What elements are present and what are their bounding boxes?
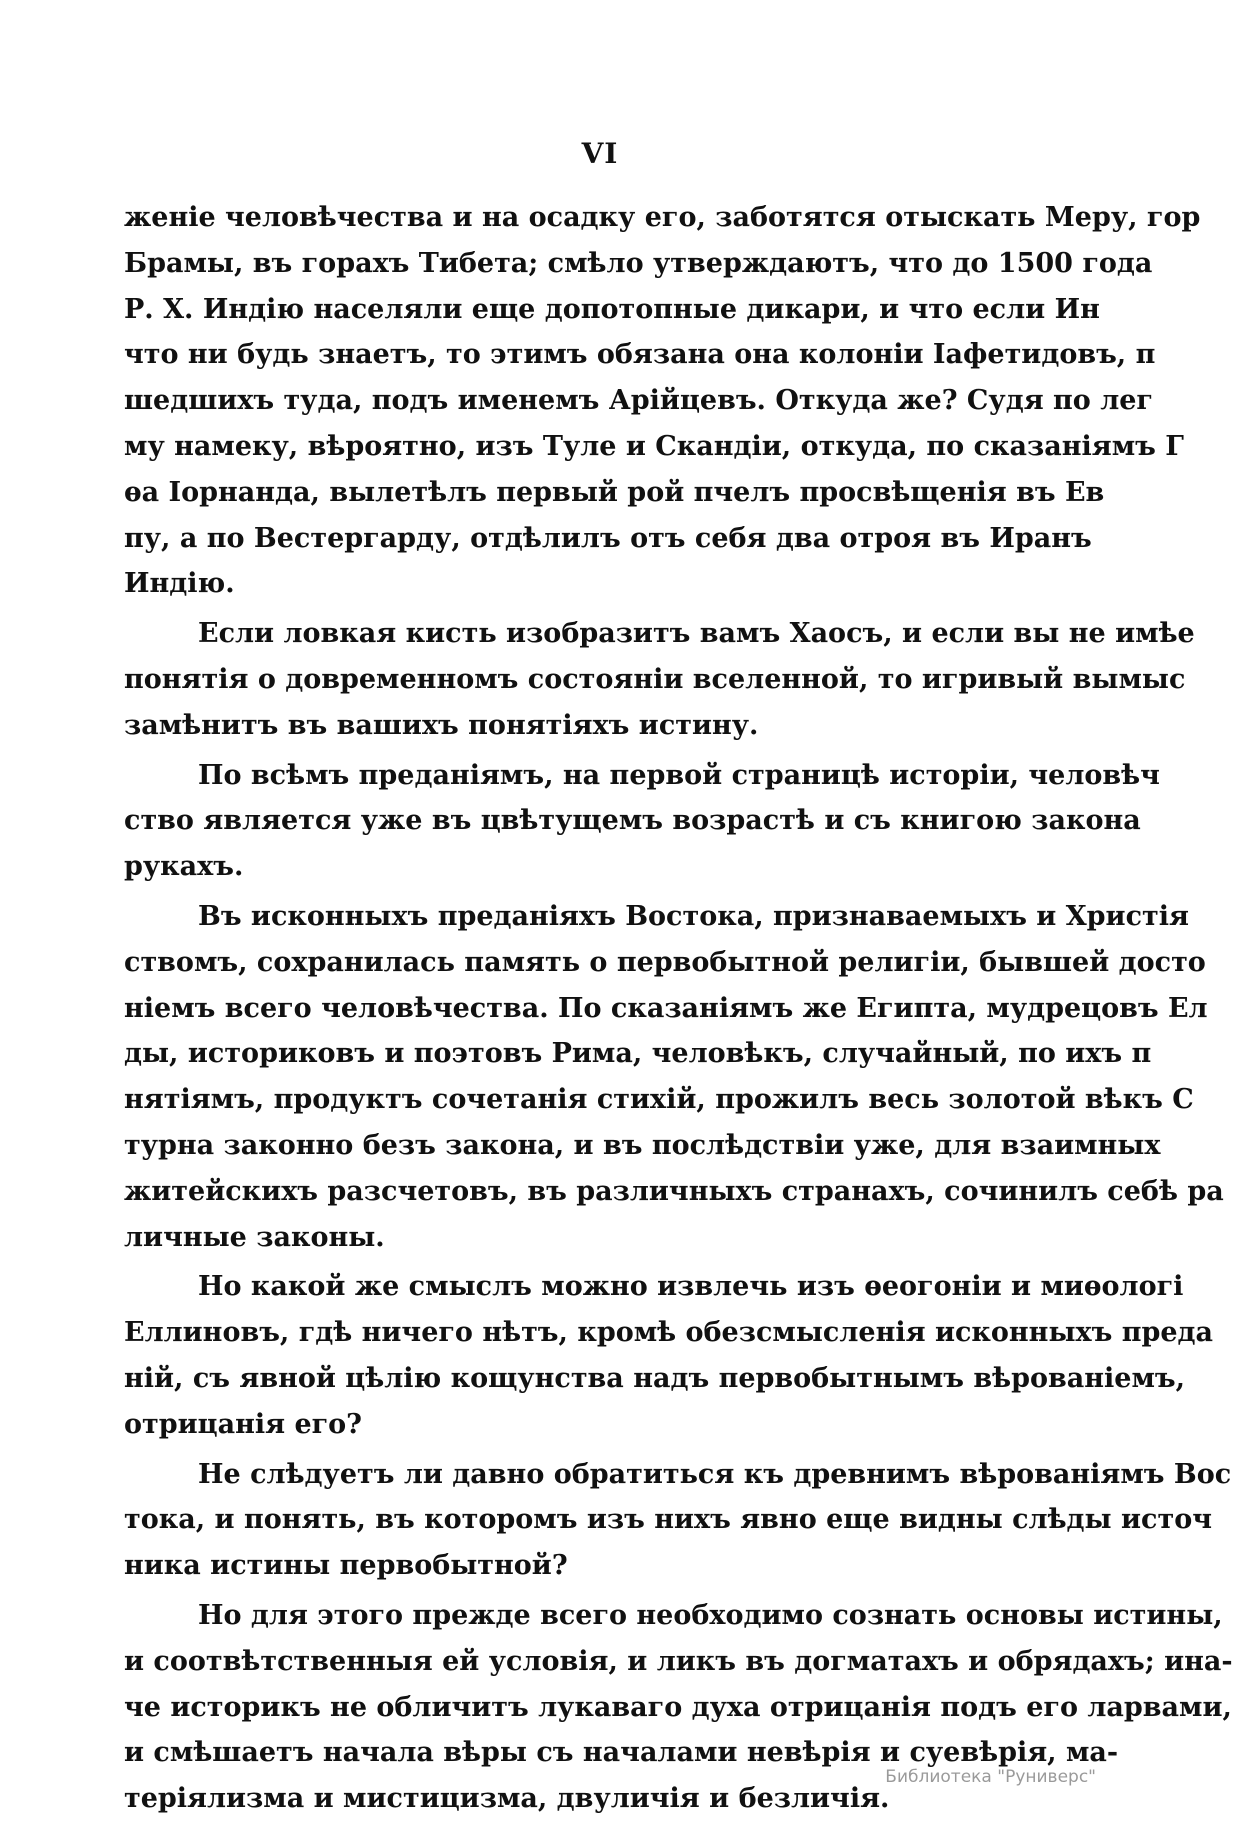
- text-line: Индію.: [124, 568, 235, 600]
- text-line: тока, и понять, въ которомъ изъ нихъ явно еще видны слѣды источ: [124, 1504, 1212, 1536]
- text-body: [124, 195, 1233, 1822]
- text-line: Брамы, въ горахъ Тибета; смѣло утверждаютъ, что до 1500 года: [124, 247, 1153, 279]
- paragraph: [124, 1593, 1233, 1822]
- text-line: отрицанія его?: [124, 1408, 363, 1440]
- page-number: VI: [581, 137, 619, 170]
- paragraph: [124, 195, 1201, 607]
- text-line: Еллиновъ, гдѣ ничего нѣтъ, кромѣ обезсмысленія исконныхъ преда: [124, 1317, 1214, 1349]
- text-line: теріялизма и мистицизма, двуличія и безличія.: [124, 1783, 890, 1815]
- text-line: Если ловкая кисть изобразитъ вамъ Хаосъ, и если вы не имѣе: [198, 618, 1195, 650]
- text-line: личные законы.: [124, 1221, 385, 1253]
- paragraph: [124, 1452, 1232, 1589]
- paragraph: [124, 611, 1195, 748]
- text-line: турна законно безъ закона, и въ послѣдствіи уже, для взаимных: [124, 1129, 1161, 1161]
- text-line: нятіямъ, продуктъ сочетанія стихій, прожилъ весь золотой вѣкъ С: [124, 1084, 1194, 1116]
- text-line: что ни будь знаетъ, то этимъ обязана она колоніи Іафетидовъ, п: [124, 339, 1156, 371]
- text-line: и соотвѣтственныя ей условія, и ликъ въ догматахъ и обрядахъ; ина-: [124, 1645, 1233, 1677]
- text-line: житейскихъ разсчетовъ, въ различныхъ странахъ, сочинилъ себѣ ра: [124, 1175, 1224, 1207]
- text-line: Р. Х. Индію населяли еще допотопные дикари, и что если Ин: [124, 293, 1100, 325]
- text-line: Не слѣдуетъ ли давно обратиться къ древнимъ вѣрованіямъ Вос: [198, 1458, 1232, 1490]
- text-line: Но для этого прежде всего необходимо сознать основы истины,: [198, 1599, 1223, 1631]
- text-line: ній, съ явной цѣлію кощунства надъ первобытнымъ вѣрованіемъ,: [124, 1362, 1186, 1394]
- text-line: Но какой же смыслъ можно извлечь изъ ѳеогоніи и миѳологі: [198, 1271, 1184, 1303]
- paragraph: [124, 1264, 1214, 1447]
- paragraph: [124, 894, 1224, 1260]
- text-line: ство является уже въ цвѣтущемъ возрастѣ и съ книгою закона: [124, 805, 1141, 837]
- paragraph: [124, 753, 1160, 890]
- text-line: му намеку, вѣроятно, изъ Туле и Скандіи, откуда, по сказаніямъ Г: [124, 430, 1184, 462]
- text-line: и смѣшаетъ начала вѣры съ началами невѣрія и суевѣрія, ма-: [124, 1737, 1119, 1769]
- text-line: понятія о довременномъ состояніи вселенной, то игривый вымыс: [124, 663, 1186, 695]
- text-line: ѳа Іорнанда, вылетѣлъ первый рой пчелъ просвѣщенія въ Ев: [124, 476, 1105, 508]
- text-line: шедшихъ туда, подъ именемъ Арійцевъ. Откуда же? Судя по лег: [124, 385, 1153, 417]
- text-line: женіе человѣчества и на осадку его, заботятся отыскать Меру, гор: [124, 202, 1201, 233]
- text-line: ніемъ всего человѣчества. По сказаніямъ же Египта, мудрецовъ Ел: [124, 992, 1208, 1024]
- text-line: пу, а по Вестергарду, отдѣлилъ отъ себя два отроя въ Иранъ: [124, 522, 1092, 554]
- text-line: ника истины первобытной?: [124, 1550, 568, 1582]
- text-line: По всѣмъ преданіямъ, на первой страницѣ исторіи, человѣч: [198, 759, 1160, 791]
- text-line: замѣнитъ въ вашихъ понятіяхъ истину.: [124, 709, 759, 741]
- text-line: рукахъ.: [124, 851, 244, 883]
- text-line: ствомъ, сохранилась память о первобытной религіи, бывшей досто: [124, 946, 1206, 978]
- text-line: Въ исконныхъ преданіяхъ Востока, признаваемыхъ и Христія: [198, 900, 1189, 932]
- text-line: ды, историковъ и поэтовъ Рима, человѣкъ, случайный, по ихъ п: [124, 1038, 1152, 1070]
- text-line: че историкъ не обличитъ лукаваго духа отрицанія подъ его ларвами,: [124, 1691, 1232, 1723]
- library-watermark: Библиотека "Руниверс": [885, 1767, 1096, 1787]
